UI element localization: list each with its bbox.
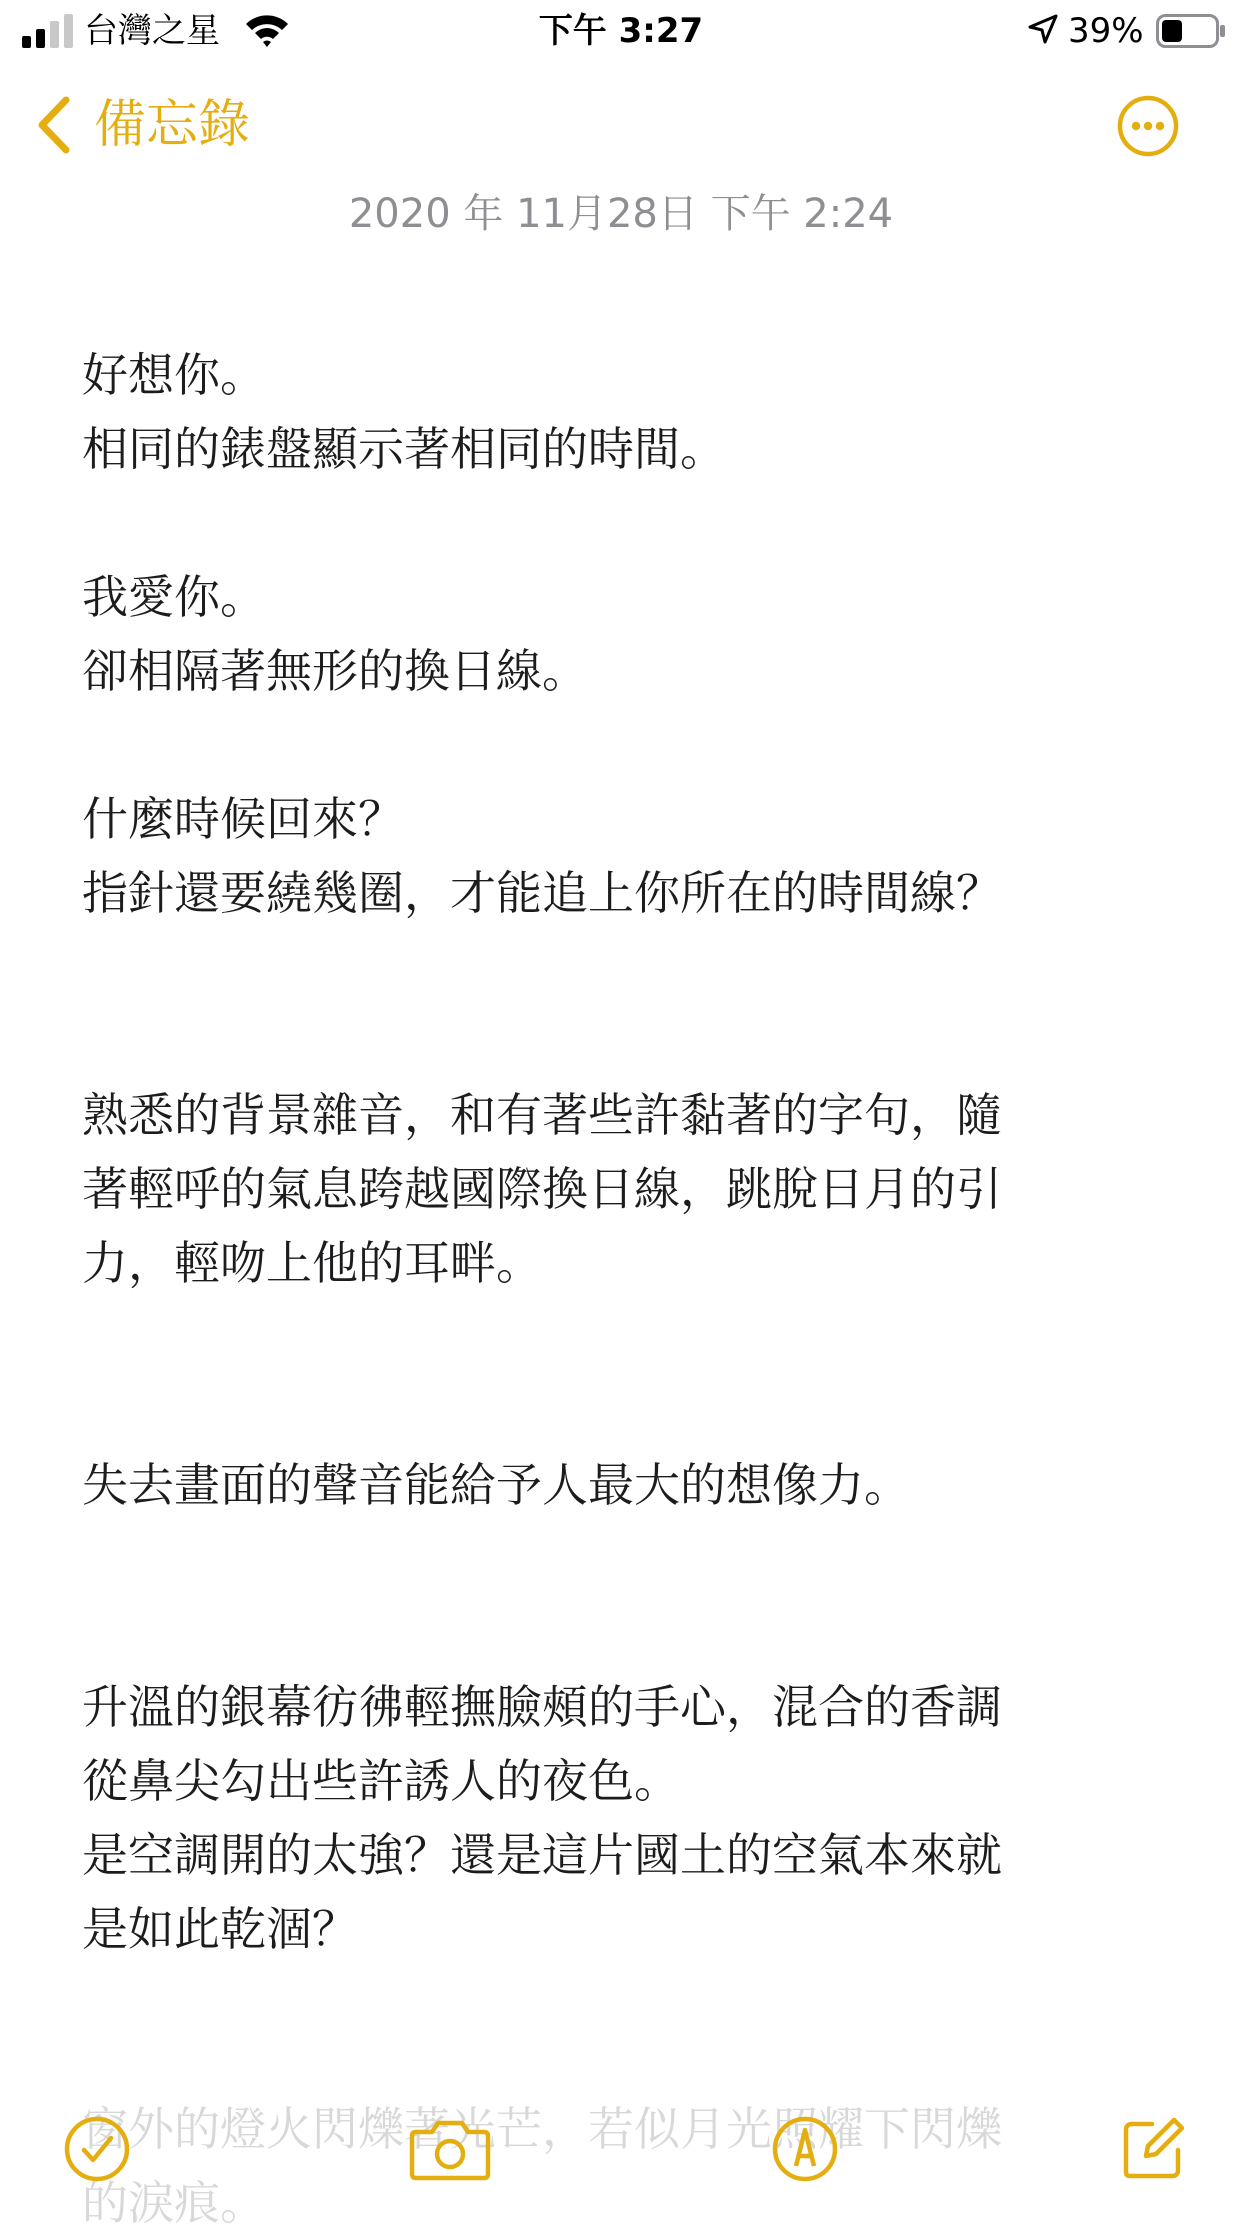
note-line: 是空調開的太強？還是這片國土的空氣本來就 (82, 1828, 1002, 1882)
note-line: 失去畫面的聲音能給予人最大的想像力。 (82, 1458, 910, 1512)
back-label: 備忘錄 (94, 95, 251, 155)
battery-percent: 39% (1068, 11, 1144, 51)
note-line: 好想你。 (82, 348, 266, 402)
camera-icon[interactable] (408, 2114, 492, 2184)
note-blank-line (82, 1596, 1152, 1670)
back-button[interactable] (34, 80, 250, 170)
note-timestamp: 2020 年 11月28日 下午 2:24 (348, 191, 894, 237)
note-line: 著輕呼的氣息跨越國際換日線，跳脫日月的引 (82, 1162, 1002, 1216)
compose-icon[interactable] (1118, 2114, 1188, 2184)
note-line: 升溫的銀幕彷彿輕撫臉頰的手心，混合的香調 (82, 1680, 1002, 1734)
chevron-left-icon (34, 94, 72, 156)
note-blank-line (82, 708, 1152, 782)
note-line: 我愛你。 (82, 570, 266, 624)
location-arrow-icon (1028, 14, 1058, 44)
note-blank-line (82, 1374, 1152, 1448)
note-line: 卻相隔著無形的換日線。 (82, 644, 588, 698)
nav-bar (0, 80, 1242, 170)
note-line-faded: 的淚痕。 (82, 2176, 266, 2230)
note-line: 從鼻尖勾出些許誘人的夜色。 (82, 1754, 680, 1808)
markup-pen-icon[interactable] (770, 2114, 840, 2184)
note-line: 熟悉的背景雜音，和有著些許黏著的字句，隨 (82, 1088, 1002, 1142)
note-blank-line (82, 1522, 1152, 1596)
bottom-toolbar (0, 2100, 1242, 2208)
battery-icon (1156, 14, 1226, 48)
note-line: 什麼時候回來？ (82, 792, 404, 846)
note-line: 力，輕吻上他的耳畔。 (82, 1236, 542, 1290)
note-line-faded: 窗外的燈火閃爍著光芒，若似月光照耀下閃爍 (82, 2102, 1002, 2156)
note-line: 相同的錶盤顯示著相同的時間。 (82, 422, 726, 476)
status-time: 下午 3:27 (538, 11, 704, 51)
note-blank-line (82, 1004, 1152, 1078)
checklist-icon[interactable] (62, 2114, 132, 2184)
status-bar (0, 0, 1242, 62)
note-blank-line (82, 930, 1152, 1004)
carrier-label: 台灣之星 (84, 11, 220, 51)
note-body[interactable] (82, 338, 1152, 1966)
ellipsis-circle-icon[interactable] (1116, 94, 1180, 158)
note-blank-line (82, 486, 1152, 560)
note-line: 指針還要繞幾圈，才能追上你所在的時間線？ (82, 866, 1002, 920)
note-blank-line (82, 1300, 1152, 1374)
note-line: 是如此乾涸？ (82, 1902, 358, 1956)
